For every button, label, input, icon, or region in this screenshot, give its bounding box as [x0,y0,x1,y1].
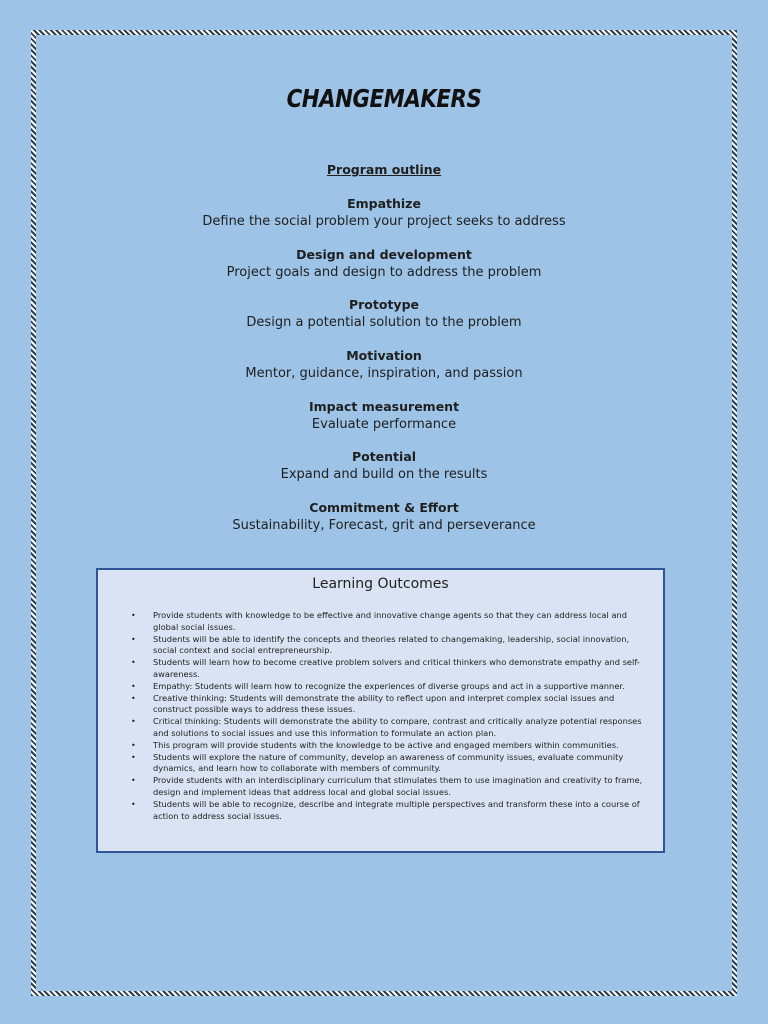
learning-outcomes-title: Learning Outcomes [312,576,449,592]
list-item-text: Students will learn how to become creative problem solvers and critical thinkers who demonstrate empathy and self-awareness. [153,657,640,679]
section-description: Expand and build on the results [280,467,488,482]
page-title: CHANGEMAKERS [286,84,482,113]
bullet-icon: • [131,752,136,762]
section-description: Sustainability, Forecast, grit and perseverance [232,518,536,533]
bullet-icon: • [131,740,136,750]
list-item-text: Students will be able to recognize, describe and integrate multiple perspectives and transform these into a course of action to address social issues. [153,798,640,821]
bullet-icon: • [131,681,136,691]
section-description: Evaluate performance [311,417,457,432]
list-item [98,775,663,799]
section-heading: Motivation [346,348,422,363]
list-item [98,657,663,681]
section-potential [0,449,768,484]
learning-outcomes-box [96,568,665,853]
section-motivation [0,348,768,383]
section-design-and-development [0,247,768,282]
bullet-icon: • [131,717,136,727]
section-heading: Impact measurement [308,399,460,414]
list-item [98,610,663,634]
list-item-text: Empathy: Students will learn how to recognize the experiences of diverse groups and act in a supportive manner. [153,680,625,691]
section-description: Project goals and design to address the problem [226,265,542,280]
list-item [98,681,663,693]
section-heading: Prototype [348,297,420,312]
bullet-icon: • [131,693,136,703]
program-outline-heading: Program outline [326,162,442,177]
list-item [98,799,663,823]
section-empathize [0,196,768,231]
list-item [98,716,663,740]
bullet-icon: • [131,611,136,620]
section-description: Define the social problem your project seeks to address [202,214,566,229]
section-commitment-and-effort [0,500,768,535]
list-item-text: Critical thinking: Students will demonstrate the ability to compare, contrast and critically analyze potential responses and solutions to social issues and use this information to formulate an action plan. [153,716,642,738]
list-item-text: This program will provide students with the knowledge to be active and engaged members within communities. [153,739,619,750]
list-item [98,752,663,776]
list-item-text: Creative thinking: Students will demonstrate the ability to reflect upon and interpret complex social issues and construct possible ways to address these issues. [153,692,615,715]
list-item [98,693,663,717]
list-item-text: Provide students with knowledge to be effective and innovative change agents so that they can address local and global social issues. [153,610,628,632]
section-description: Mentor, guidance, inspiration, and passion [245,366,523,381]
bullet-icon: • [131,658,136,668]
section-description: Design a potential solution to the problem [246,315,522,330]
section-heading: Design and development [296,247,472,262]
list-item-text: Provide students with an interdisciplinary curriculum that stimulates them to use imagination and creativity to frame, design and implement ideas that address local and global social issues. [153,775,643,797]
section-prototype [0,297,768,332]
bullet-icon: • [131,634,136,644]
learning-outcomes-list [98,610,663,822]
section-impact-measurement [0,399,768,434]
list-item [98,740,663,752]
section-heading: Empathize [347,196,421,211]
list-item-text: Students will explore the nature of community, develop an awareness of community issues, evaluate community dynamics, and learn how to collaborate with members of community. [153,751,624,774]
section-heading: Commitment & Effort [309,500,459,515]
bullet-icon: • [131,776,136,786]
list-item-text: Students will be able to identify the concepts and theories related to changemaking, leadership, social innovation, social context and social entrepreneurship. [153,633,630,656]
list-item [98,634,663,658]
bullet-icon: • [131,799,136,809]
section-heading: Potential [351,449,417,464]
